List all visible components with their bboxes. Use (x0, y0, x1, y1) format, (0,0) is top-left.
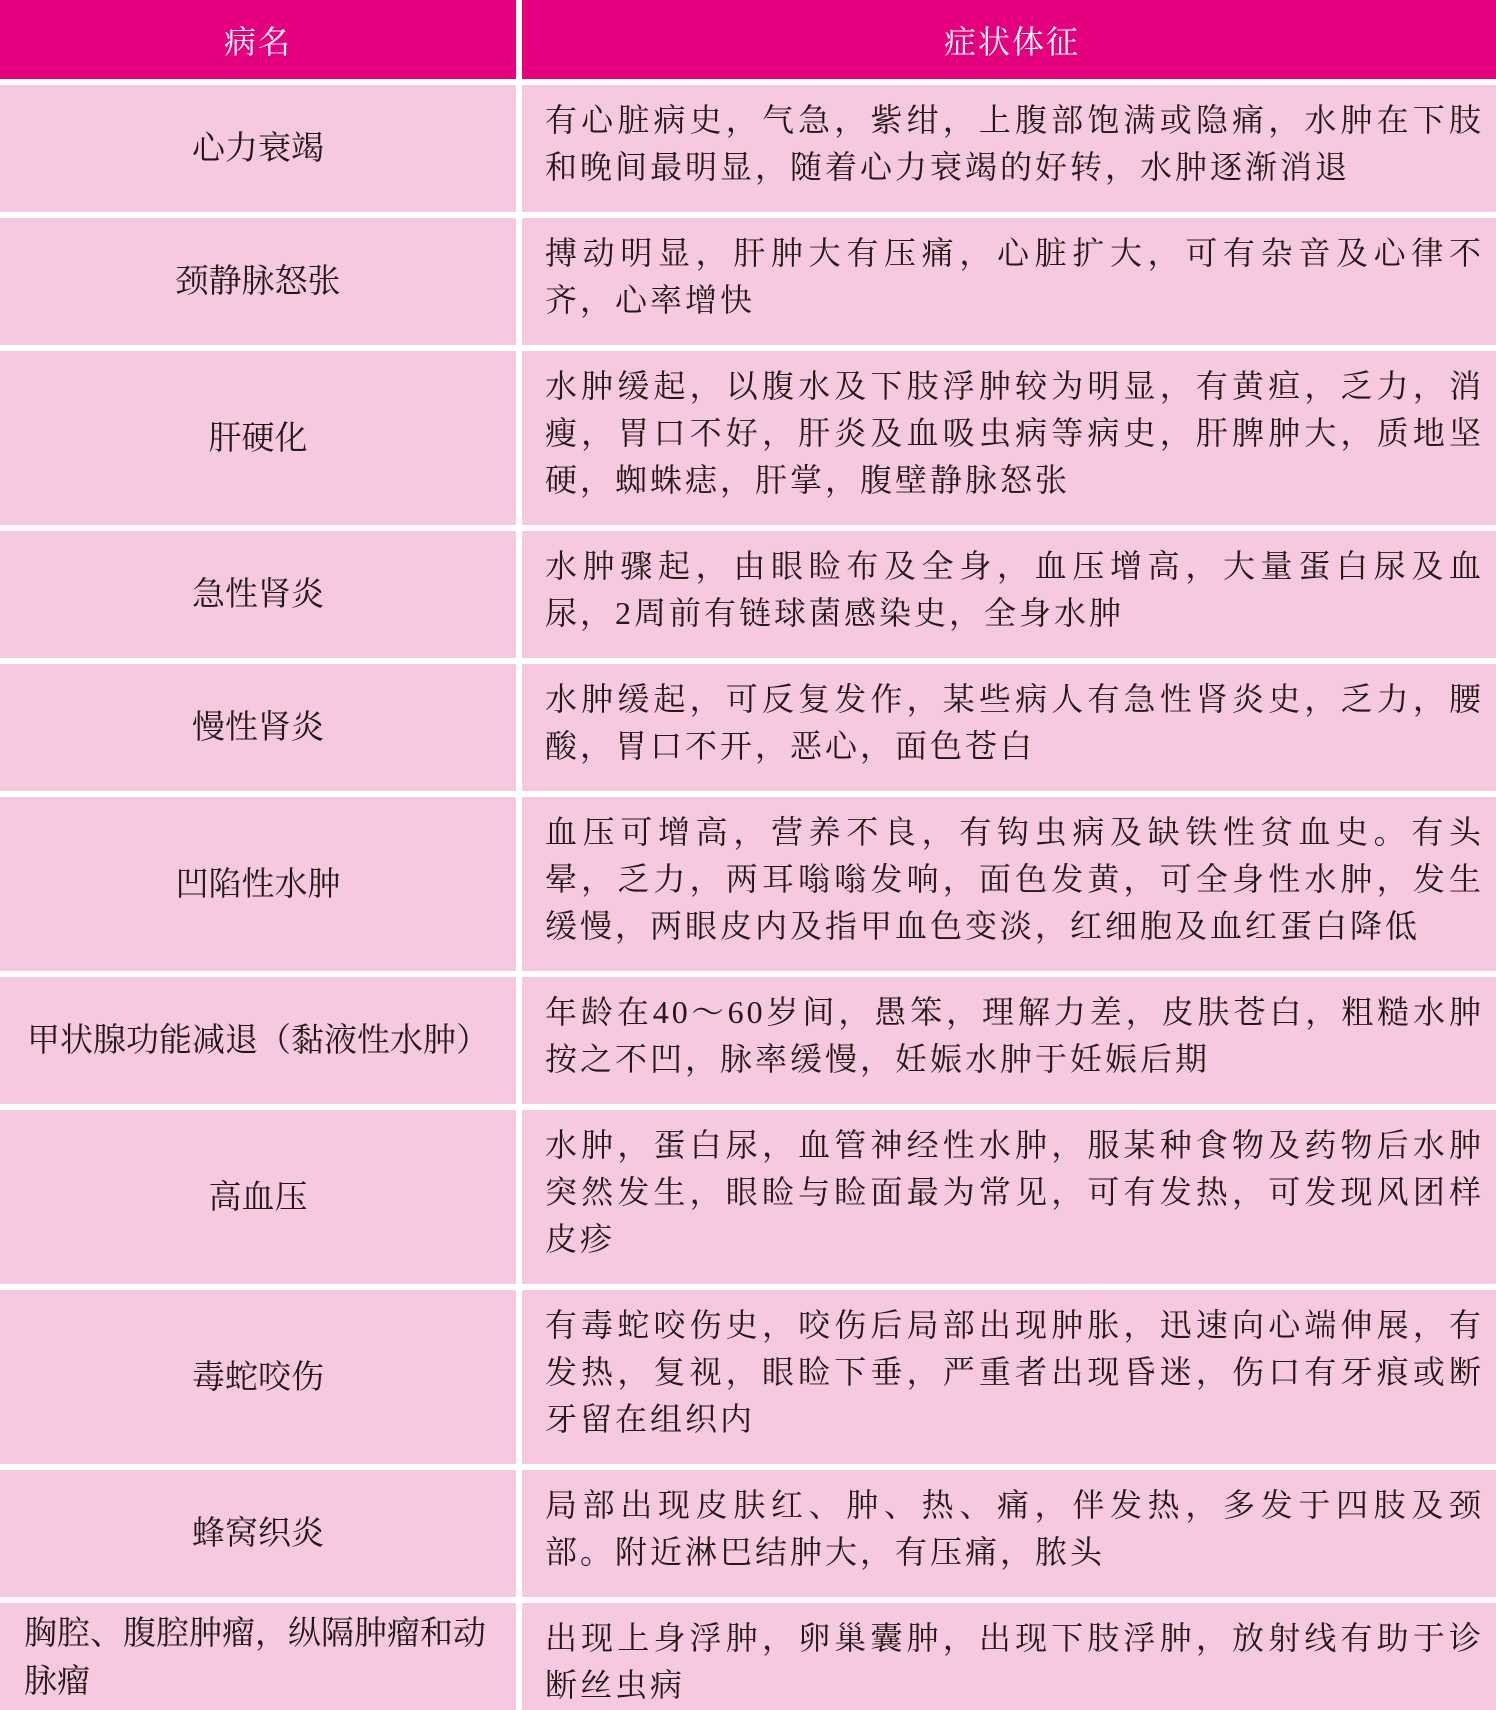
disease-name: 凹陷性水肿 (0, 797, 516, 971)
symptom-text: 水肿缓起，以腹水及下肢浮肿较为明显，有黄疸，乏力，消瘦，胃口不好，肝炎及血吸虫病等病史，肝脾肿大，质地坚硬，蜘蛛痣，肝掌，腹壁静脉怒张 (522, 351, 1496, 525)
disease-name: 慢性肾炎 (0, 664, 516, 791)
disease-name: 蜂窝织炎 (0, 1470, 516, 1597)
symptom-text: 出现上身浮肿，卵巢囊肿，出现下肢浮肿，放射线有助于诊断丝虫病 (522, 1603, 1496, 1710)
symptom-text: 有毒蛇咬伤史，咬伤后局部出现肿胀，迅速向心端伸展，有发热，复视，眼睑下垂，严重者出现昏迷，伤口有牙痕或断牙留在组织内 (522, 1290, 1496, 1464)
symptom-text: 水肿，蛋白尿，血管神经性水肿，服某种食物及药物后水肿突然发生，眼睑与睑面最为常见，可有发热，可发现风团样皮疹 (522, 1110, 1496, 1284)
symptom-text: 水肿骤起，由眼睑布及全身，血压增高，大量蛋白尿及血尿，2周前有链球菌感染史，全身水肿 (522, 531, 1496, 658)
disease-name: 颈静脉怒张 (0, 218, 516, 345)
disease-name: 肝硬化 (0, 351, 516, 525)
disease-name: 急性肾炎 (0, 531, 516, 658)
disease-name: 甲状腺功能减退（黏液性水肿） (0, 977, 516, 1104)
symptom-text: 有心脏病史，气急，紫绀，上腹部饱满或隐痛，水肿在下肢和晚间最明显，随着心力衰竭的好转，水肿逐渐消退 (522, 85, 1496, 212)
disease-name: 高血压 (0, 1110, 516, 1284)
header-disease: 病名 (0, 0, 516, 79)
symptom-text: 搏动明显，肝肿大有压痛，心脏扩大，可有杂音及心律不齐，心率增快 (522, 218, 1496, 345)
symptom-text: 水肿缓起，可反复发作，某些病人有急性肾炎史，乏力，腰酸，胃口不开，恶心，面色苍白 (522, 664, 1496, 791)
symptom-text: 局部出现皮肤红、肿、热、痛，伴发热，多发于四肢及颈部。附近淋巴结肿大，有压痛，脓头 (522, 1470, 1496, 1597)
header-symptoms: 症状体征 (522, 0, 1496, 79)
disease-name: 胸腔、腹腔肿瘤，纵隔肿瘤和动脉瘤 (0, 1603, 516, 1710)
disease-name: 心力衰竭 (0, 85, 516, 212)
symptom-text: 血压可增高，营养不良，有钩虫病及缺铁性贫血史。有头晕，乏力，两耳嗡嗡发响，面色发黄，可全身性水肿，发生缓慢，两眼皮内及指甲血色变淡，红细胞及血红蛋白降低 (522, 797, 1496, 971)
disease-name: 毒蛇咬伤 (0, 1290, 516, 1464)
symptom-text: 年龄在40～60岁间，愚笨，理解力差，皮肤苍白，粗糙水肿按之不凹，脉率缓慢，妊娠水肿于妊娠后期 (522, 977, 1496, 1104)
